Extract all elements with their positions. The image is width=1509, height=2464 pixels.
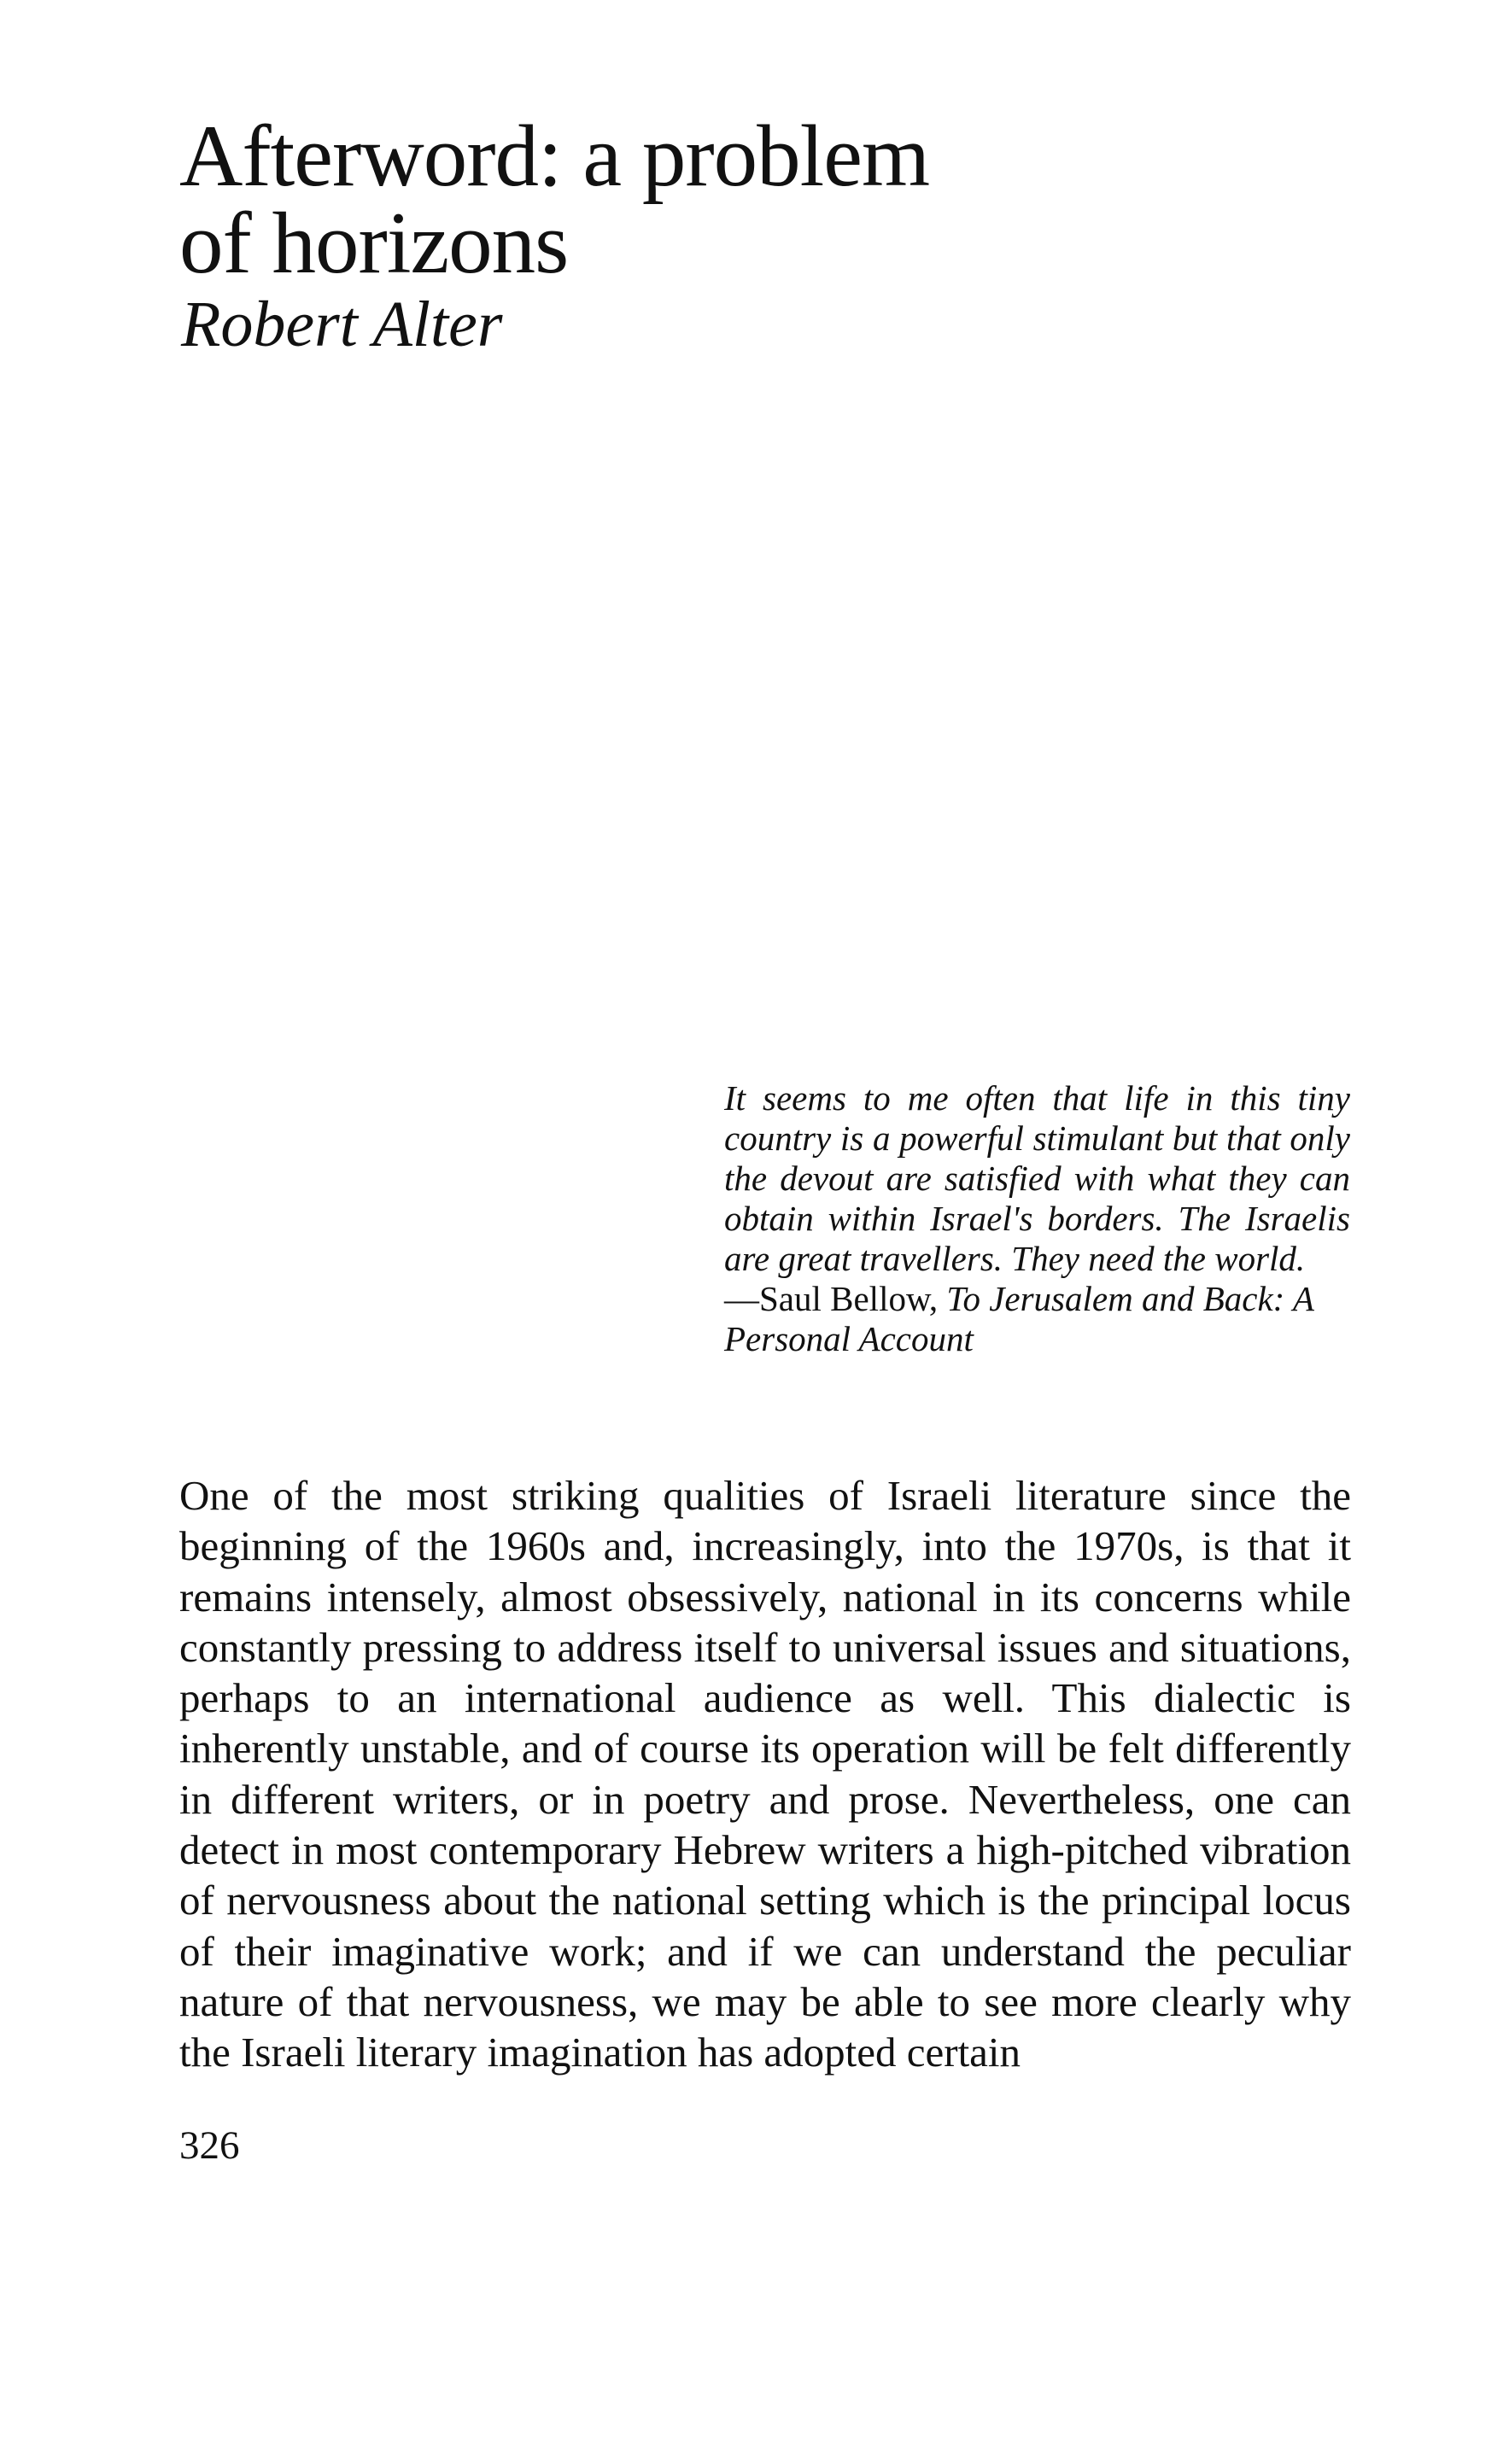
chapter-title-line-2: of horizons <box>179 195 569 292</box>
chapter-title <box>179 108 930 292</box>
chapter-title-line-1: Afterword: a problem <box>179 108 930 205</box>
attribution-author: —Saul Bellow, <box>724 1279 947 1318</box>
epigraph-quote: It seems to me often that life in this tiny country is a powerful stimulant but that only the devout are satisfied with what they can obtain within Israel's borders. The Israelis are great travellers. They need the world. <box>724 1078 1350 1278</box>
epigraph <box>724 1078 1350 1359</box>
epigraph-attribution <box>724 1279 1350 1359</box>
page-number: 326 <box>179 2123 240 2168</box>
body-paragraph: One of the most striking qualities of Israeli literature since the beginning of the 1960s and, increasingly, into the 1970s, is that it remains intensely, almost obsessively, national in its concerns while constantly pressing to address itself to universal issues and situations, perhaps to an international audience as well. This dialectic is inherently unstable, and of course its operation will be felt differently in different writers, or in poetry and prose. Nevertheless, one can detect in most contemporary Hebrew writers a high-pitched vibration of nervousness about the national setting which is the principal locus of their imaginative work; and if we can understand the peculiar nature of that nervousness, we may be able to see more clearly why the Israeli literary imagination has adopted certain <box>179 1472 1351 2076</box>
author-name: Robert Alter <box>181 289 503 360</box>
attribution-source-title: To Jerusalem and Back: A Personal Account <box>724 1279 1314 1358</box>
